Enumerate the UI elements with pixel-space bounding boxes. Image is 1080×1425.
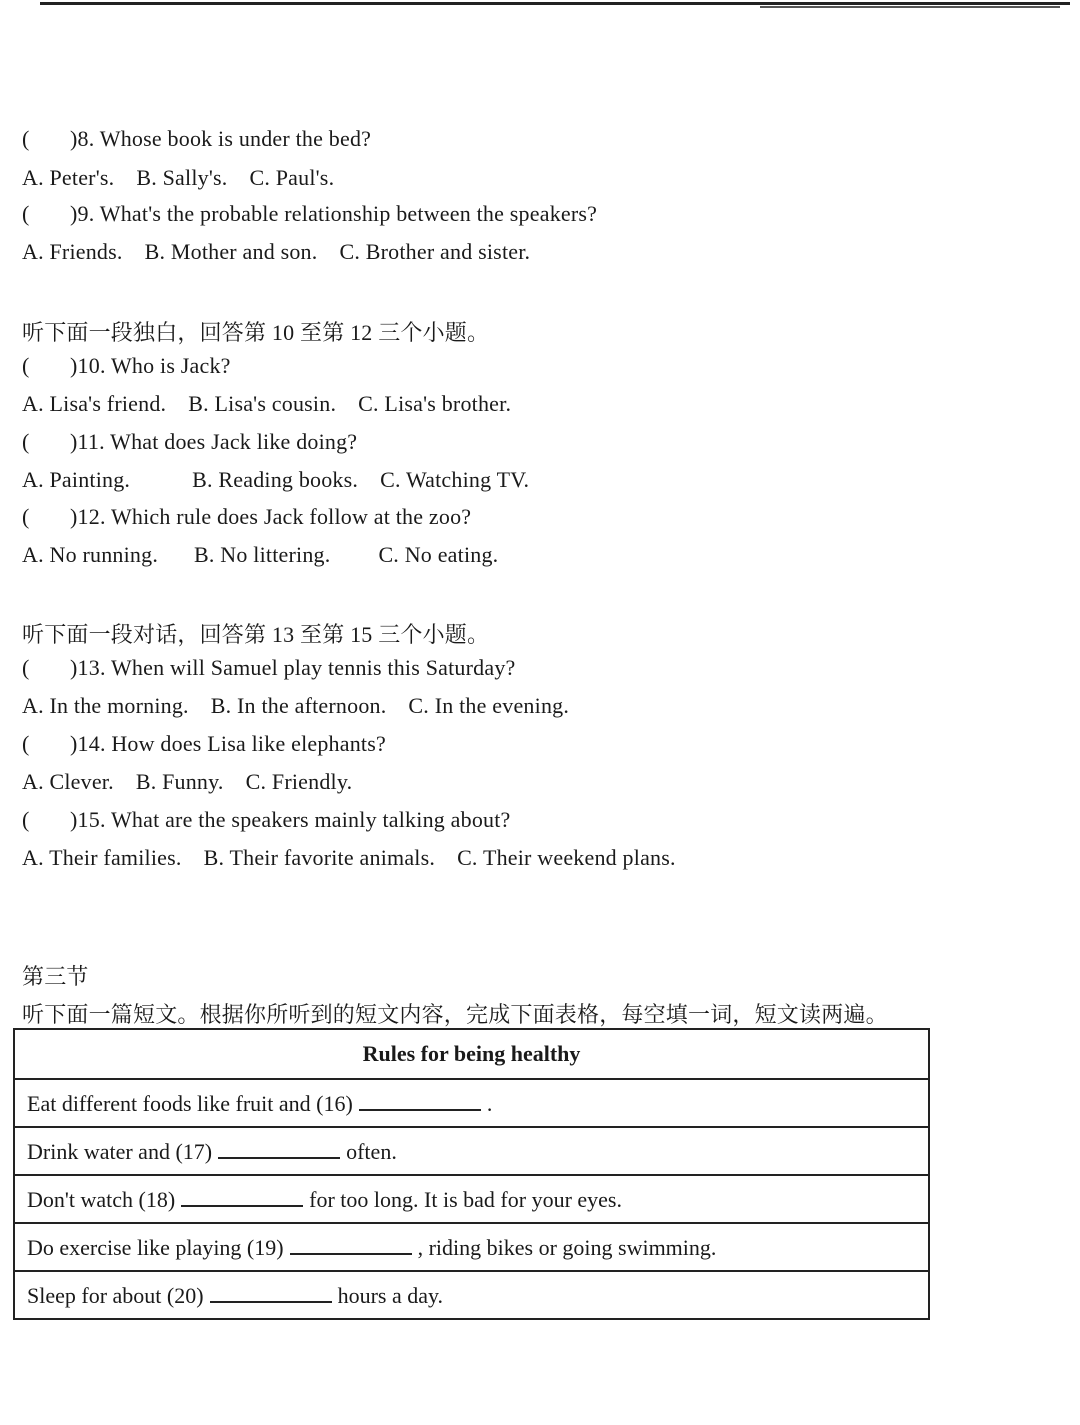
question-14: ( )14. How does Lisa like elephants? xyxy=(22,731,386,756)
table-title: Rules for being healthy xyxy=(14,1029,929,1079)
answer-blank-16[interactable] xyxy=(359,1089,481,1111)
table-cell xyxy=(14,1223,929,1271)
options-14 xyxy=(22,769,374,795)
table-row xyxy=(14,1223,929,1271)
table-row xyxy=(14,1127,929,1175)
row-text-after: hours a day. xyxy=(337,1283,444,1308)
options-13 xyxy=(22,693,591,719)
question-text: What are the speakers mainly talking about? xyxy=(110,807,511,832)
top-border-line xyxy=(40,2,1070,5)
options-11 xyxy=(22,467,551,493)
question-text: When will Samuel play tennis this Saturday? xyxy=(110,655,516,680)
question-13: ( )13. When will Samuel play tennis this Saturday? xyxy=(22,655,516,680)
options-12 xyxy=(22,542,520,568)
row-text-before: Do exercise like playing (19) xyxy=(27,1235,284,1260)
question-11: ( )11. What does Jack like doing? xyxy=(22,429,358,454)
top-border-line-2 xyxy=(760,6,1060,8)
row-text-before: Eat different foods like fruit and (16) xyxy=(27,1091,353,1116)
question-text: Who is Jack? xyxy=(110,353,231,378)
question-text: What's the probable relationship between the speakers? xyxy=(99,201,598,226)
option-a: A. Their families. xyxy=(22,845,182,870)
table-row xyxy=(14,1079,929,1127)
question-number: 9 xyxy=(77,201,89,226)
options-9 xyxy=(22,239,552,265)
option-b: B. Reading books. xyxy=(192,467,359,492)
option-c: C. Watching TV. xyxy=(380,467,530,492)
question-number: 13 xyxy=(77,655,100,680)
option-c: C. Paul's. xyxy=(249,165,335,190)
instruction-13-15: 听下面一段对话，回答第 13 至第 15 三个小题。 xyxy=(22,622,490,647)
answer-blank-17[interactable] xyxy=(218,1137,340,1159)
option-b: B. Lisa's cousin. xyxy=(188,391,337,416)
option-c: C. No eating. xyxy=(378,542,499,567)
option-b: B. Sally's. xyxy=(136,165,228,190)
table-row xyxy=(14,1271,929,1319)
row-text-after: often. xyxy=(346,1139,397,1164)
instruction-10-12: 听下面一段独白，回答第 10 至第 12 三个小题。 xyxy=(22,320,490,345)
row-text-before: Don't watch (18) xyxy=(27,1187,176,1212)
answer-blank-18[interactable] xyxy=(181,1185,303,1207)
question-number: 10 xyxy=(77,353,100,378)
option-b: B. Their favorite animals. xyxy=(203,845,436,870)
question-text: How does Lisa like elephants? xyxy=(111,731,386,756)
table-cell xyxy=(14,1175,929,1223)
options-8 xyxy=(22,165,356,191)
row-text-after: . xyxy=(486,1091,493,1116)
question-15: ( )15. What are the speakers mainly talking about? xyxy=(22,807,511,832)
option-c: C. In the evening. xyxy=(408,693,570,718)
option-a: A. Clever. xyxy=(22,769,114,794)
option-a: A. Lisa's friend. xyxy=(22,391,167,416)
question-9: ( )9. What's the probable relationship between the speakers? xyxy=(22,201,598,226)
table-cell xyxy=(14,1271,929,1319)
row-text-before: Sleep for about (20) xyxy=(27,1283,204,1308)
answer-blank-19[interactable] xyxy=(290,1233,412,1255)
rules-table xyxy=(13,1028,930,1320)
option-c: C. Friendly. xyxy=(245,769,353,794)
table-cell xyxy=(14,1127,929,1175)
question-number: 15 xyxy=(77,807,100,832)
question-8: ( )8. Whose book is under the bed? xyxy=(22,126,372,151)
option-a: A. Friends. xyxy=(22,239,123,264)
option-c: C. Lisa's brother. xyxy=(358,391,512,416)
option-b: B. In the afternoon. xyxy=(210,693,387,718)
row-text-after: , riding bikes or going swimming. xyxy=(417,1235,717,1260)
question-12: ( )12. Which rule does Jack follow at the zoo? xyxy=(22,504,472,529)
option-a: A. Peter's. xyxy=(22,165,115,190)
option-b: B. Mother and son. xyxy=(144,239,318,264)
option-a: A. Painting. xyxy=(22,467,131,492)
options-10 xyxy=(22,391,533,417)
question-text: What does Jack like doing? xyxy=(110,429,358,454)
question-10: ( )10. Who is Jack? xyxy=(22,353,231,378)
option-a: A. No running. xyxy=(22,542,159,567)
option-c: C. Brother and sister. xyxy=(339,239,531,264)
table-row xyxy=(14,1175,929,1223)
answer-blank-20[interactable] xyxy=(210,1281,332,1303)
row-text-after: for too long. It is bad for your eyes. xyxy=(309,1187,622,1212)
option-c: C. Their weekend plans. xyxy=(457,845,676,870)
question-number: 12 xyxy=(77,504,100,529)
option-b: B. Funny. xyxy=(135,769,224,794)
options-15 xyxy=(22,845,698,871)
section-3-title: 第三节 xyxy=(22,964,89,989)
option-a: A. In the morning. xyxy=(22,693,189,718)
question-text: Whose book is under the bed? xyxy=(99,126,372,151)
option-b: B. No littering. xyxy=(194,542,331,567)
question-text: Which rule does Jack follow at the zoo? xyxy=(110,504,472,529)
question-number: 14 xyxy=(77,731,100,756)
question-number: 11 xyxy=(77,429,100,454)
table-header-row xyxy=(14,1029,929,1079)
table-cell xyxy=(14,1079,929,1127)
row-text-before: Drink water and (17) xyxy=(27,1139,213,1164)
question-number: 8 xyxy=(77,126,89,151)
section-3-description: 听下面一篇短文。根据你所听到的短文内容，完成下面表格，每空填一词，短文读两遍。 xyxy=(22,1002,888,1027)
